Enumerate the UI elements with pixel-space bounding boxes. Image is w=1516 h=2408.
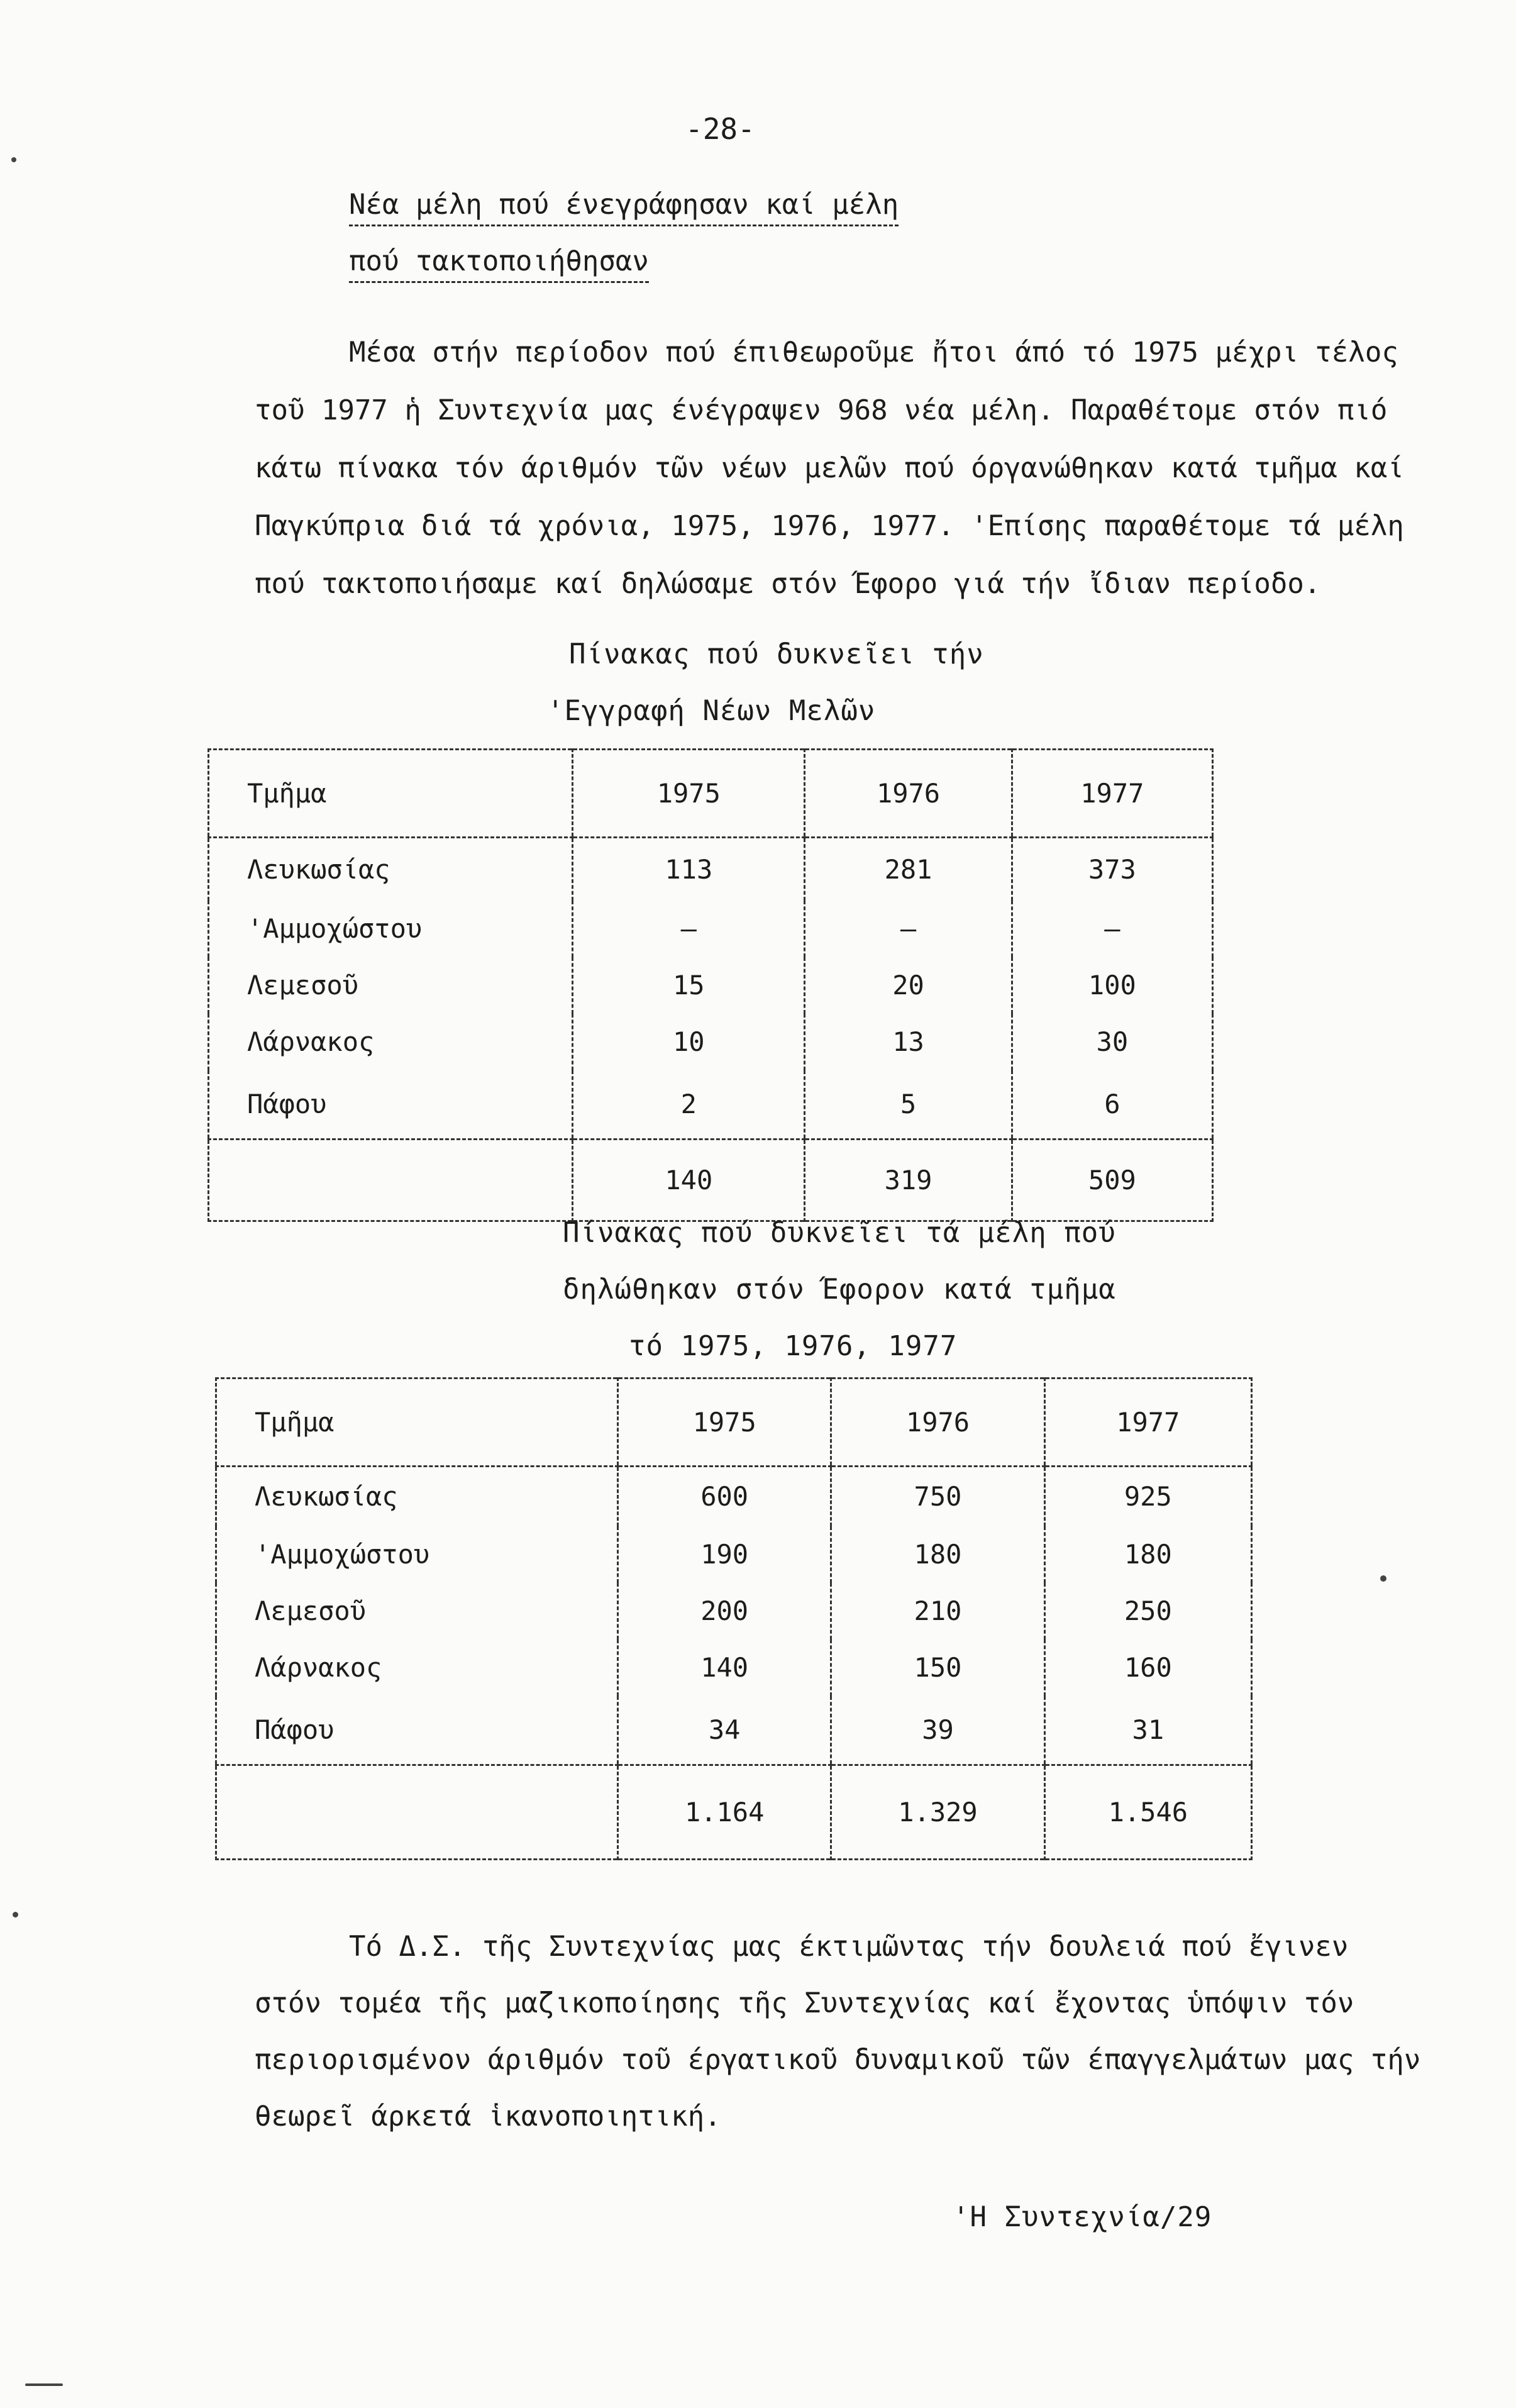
cell-value: 30 — [1012, 1014, 1212, 1070]
table-row — [209, 1070, 1213, 1140]
total-value: 1.164 — [618, 1765, 831, 1860]
row-department: Λεμεσοῦ — [247, 970, 359, 1001]
closing-line-2: στόν τομέα τῆς μαζικοποίησης τῆς Συντεχνίας καί ἔχοντας ὑπόψιν τόν — [255, 1987, 1354, 2019]
total-value: 319 — [805, 1140, 1012, 1221]
cell-value: 2 — [573, 1070, 805, 1140]
table-header-row — [216, 1379, 1252, 1467]
new-members-table — [207, 748, 1214, 1222]
cell-value: 34 — [618, 1696, 831, 1765]
table-totals-row — [216, 1765, 1252, 1860]
header-year: 1976 — [831, 1379, 1044, 1467]
header-year: 1977 — [1012, 750, 1212, 838]
cell-value: 750 — [831, 1467, 1044, 1526]
header-year: 1975 — [573, 750, 805, 838]
cell-value: 150 — [831, 1640, 1044, 1696]
cell-value: 13 — [805, 1014, 1012, 1070]
table-row — [209, 957, 1213, 1014]
cell-value: 140 — [618, 1640, 831, 1696]
row-department: Λάρνακος — [247, 1026, 375, 1057]
row-department: Λάρνακος — [255, 1652, 382, 1683]
intro-line-2: τοῦ 1977 ἡ Συντεχνία μας ένέγραψεν 968 νέα μέλη. Παραθέτομε στόν πιό — [255, 394, 1388, 426]
total-value: 140 — [573, 1140, 805, 1221]
table-row — [216, 1526, 1252, 1583]
cell-value: 190 — [618, 1526, 831, 1583]
cell-value: 5 — [805, 1070, 1012, 1140]
row-department: Λεμεσοῦ — [255, 1595, 367, 1626]
table1-caption-line-1: Πίνακας πού δυκνεῖει τήν — [569, 638, 984, 670]
scan-speck — [11, 157, 16, 162]
total-value: 509 — [1012, 1140, 1212, 1221]
row-department: Λευκωσίας — [247, 853, 390, 885]
cell-value: 600 — [618, 1467, 831, 1526]
table-row — [209, 838, 1213, 901]
row-department: 'Αμμοχώστου — [255, 1539, 430, 1570]
page-continuation-marker: 'Η Συντεχνία/29 — [953, 2201, 1212, 2233]
table-row — [209, 901, 1213, 957]
cell-value: — — [805, 901, 1012, 957]
cell-value: — — [573, 901, 805, 957]
table1-caption-line-2: 'Εγγραφή Νέων Μελῶν — [547, 695, 876, 727]
registered-members-table — [215, 1377, 1253, 1860]
cell-value: 31 — [1044, 1696, 1251, 1765]
cell-value: — — [1012, 901, 1212, 957]
row-department: Λευκωσίας — [255, 1481, 398, 1512]
cell-value: 925 — [1044, 1467, 1251, 1526]
cell-value: 15 — [573, 957, 805, 1014]
section-heading-line-1-text: Νέα μέλη πού ένεγράφησαν καί μέλη — [349, 189, 899, 226]
totals-label — [216, 1765, 618, 1860]
table-row — [209, 1014, 1213, 1070]
row-department: 'Αμμοχώστου — [247, 913, 423, 944]
header-year: 1976 — [805, 750, 1012, 838]
cell-value: 100 — [1012, 957, 1212, 1014]
cell-value: 373 — [1012, 838, 1212, 901]
section-heading-line-2 — [349, 245, 649, 277]
scan-speck — [13, 1912, 18, 1917]
totals-label — [209, 1140, 573, 1221]
cell-value: 180 — [831, 1526, 1044, 1583]
table-header-row — [209, 750, 1213, 838]
total-value: 1.329 — [831, 1765, 1044, 1860]
cell-value: 210 — [831, 1583, 1044, 1640]
scan-speck — [1380, 1575, 1386, 1582]
header-department: Τμῆμα — [209, 750, 573, 838]
cell-value: 39 — [831, 1696, 1044, 1765]
cell-value: 160 — [1044, 1640, 1251, 1696]
table-row — [216, 1467, 1252, 1526]
table2-caption-line-1: Πίνακας πού δυκνεῖει τά μέλη πού — [563, 1217, 1116, 1249]
cell-value: 113 — [573, 838, 805, 901]
cell-value: 200 — [618, 1583, 831, 1640]
cell-value: 10 — [573, 1014, 805, 1070]
header-year: 1975 — [618, 1379, 831, 1467]
closing-line-1: Τό Δ.Σ. τῆς Συντεχνίας μας έκτιμῶντας τήν δουλειά πού ἔγινεν — [349, 1931, 1349, 1963]
header-year: 1977 — [1044, 1379, 1251, 1467]
total-value: 1.546 — [1044, 1765, 1251, 1860]
section-heading-line-1 — [349, 189, 899, 221]
row-department: Πάφου — [209, 1070, 573, 1140]
intro-line-1: Μέσα στήν περίοδον πού έπιθεωροῦμε ἤτοι άπό τό 1975 μέχρι τέλος — [349, 336, 1398, 369]
intro-line-4: Παγκύπρια διά τά χρόνια, 1975, 1976, 1977. 'Επίσης παραθέτομε τά μέλη — [255, 510, 1404, 542]
closing-line-4: θεωρεῖ άρκετά ἱκανοποιητική. — [255, 2100, 721, 2133]
table-totals-row — [209, 1140, 1213, 1221]
scan-speck — [25, 2383, 63, 2386]
intro-line-5: πού τακτοποιήσαμε καί δηλώσαμε στόν Έφορο γιά τήν ἴδιαν περίοδο. — [255, 568, 1321, 600]
cell-value: 281 — [805, 838, 1012, 901]
table-row — [216, 1583, 1252, 1640]
table-row — [216, 1640, 1252, 1696]
cell-value: 180 — [1044, 1526, 1251, 1583]
header-department: Τμῆμα — [216, 1379, 618, 1467]
intro-line-3: κάτω πίνακα τόν άριθμόν τῶν νέων μελῶν πού όργανώθηκαν κατά τμῆμα καί — [255, 452, 1404, 484]
page-number: -28- — [685, 112, 755, 146]
section-heading-line-2-text: πού τακτοποιήθησαν — [349, 245, 649, 283]
table2-caption-line-3: τό 1975, 1976, 1977 — [629, 1330, 958, 1362]
table2-caption-line-2: δηλώθηκαν στόν Έφορον κατά τμῆμα — [563, 1273, 1116, 1306]
cell-value: 6 — [1012, 1070, 1212, 1140]
row-department: Πάφου — [216, 1696, 618, 1765]
cell-value: 250 — [1044, 1583, 1251, 1640]
closing-line-3: περιορισμένον άριθμόν τοῦ έργατικοῦ δυναμικοῦ τῶν έπαγγελμάτων μας τήν — [255, 2044, 1421, 2076]
table-row — [216, 1696, 1252, 1765]
cell-value: 20 — [805, 957, 1012, 1014]
